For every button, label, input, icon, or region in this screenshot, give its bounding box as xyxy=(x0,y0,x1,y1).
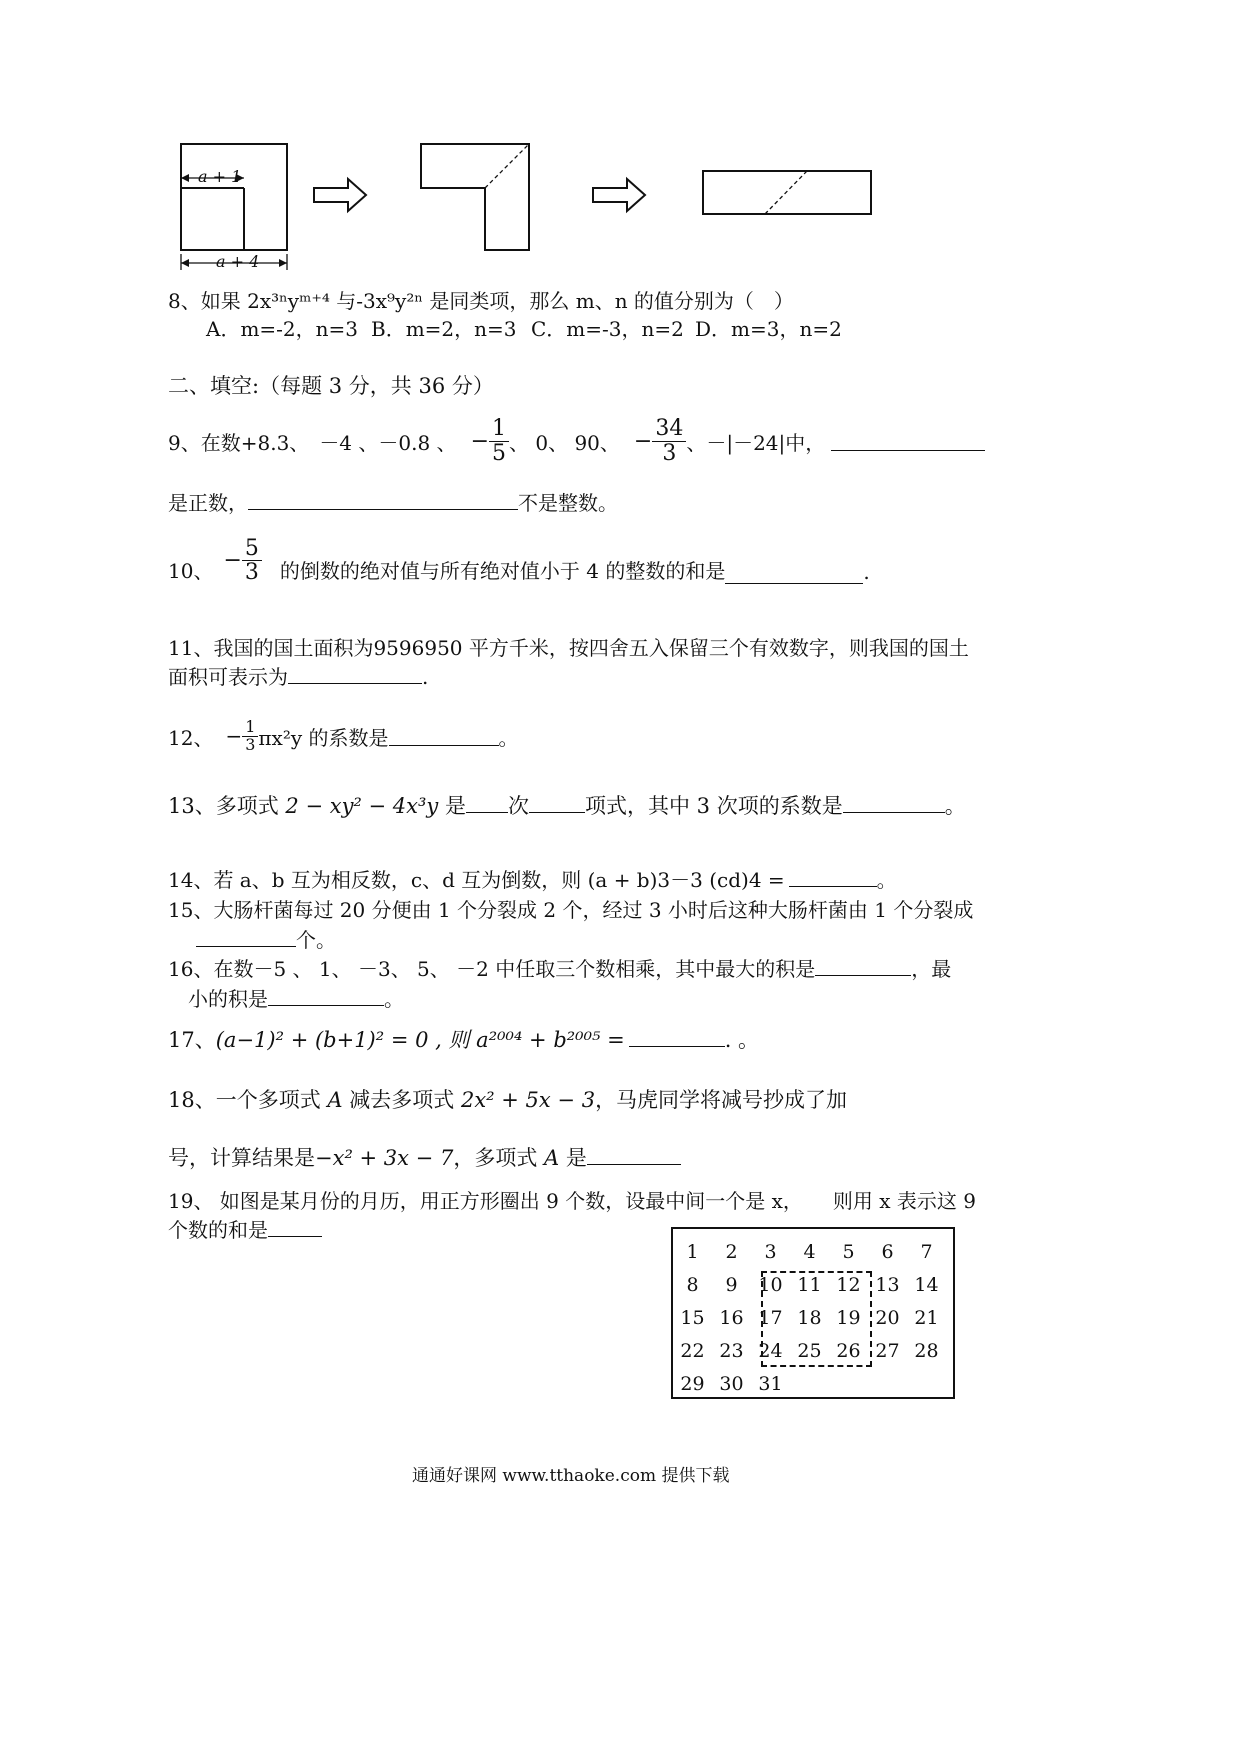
answer-blank[interactable] xyxy=(268,987,384,1006)
q9-list: －4 、－0.8 、 xyxy=(319,430,457,455)
polynomial: 2 − xy² − 4x³y xyxy=(285,794,439,818)
calendar-cell: 3 xyxy=(764,1240,777,1263)
option-c: C．m=-3，n=2 xyxy=(531,317,684,341)
calendar-row xyxy=(673,1235,946,1268)
answer-blank[interactable] xyxy=(789,868,877,887)
question-19-line2: 个数的和是 xyxy=(168,1214,322,1243)
arrow-icon xyxy=(314,179,366,211)
question-text: 的倒数的绝对值与所有绝对值小于 4 的整数的和是 xyxy=(279,559,726,583)
calendar-cell xyxy=(829,1367,868,1400)
question-10: 10、 − $\frac{5}{3}$ 的倒数的绝对值与所有绝对值小于 4 的整数的和是 . xyxy=(168,535,870,585)
question-number: 10、 xyxy=(168,559,214,583)
calendar-cell: 17 xyxy=(758,1306,783,1329)
calendar-cell: 8 xyxy=(686,1273,699,1296)
question-15-line2: 个。 xyxy=(196,924,336,953)
option-d: D．m=3，n=2 xyxy=(695,317,842,341)
l-shape xyxy=(421,144,529,250)
equation: (a−1)² + (b+1)² = 0 , 则 a²⁰⁰⁴ + b²⁰⁰⁵ = xyxy=(215,1028,625,1052)
footer: 通通好课网 www.tthaoke.com 提供下载 xyxy=(412,1466,730,1486)
answer-blank[interactable] xyxy=(288,665,422,684)
question-9: 9、 在数+8.3、 －4 、－0.8 、 − $\frac{1}{5}$ 、 0、 90、 − $\frac{34}{3}$ 、－|－24|中， xyxy=(168,413,985,469)
calendar-cell: 28 xyxy=(914,1339,939,1362)
answer-blank[interactable] xyxy=(466,794,508,813)
calendar-cell: 25 xyxy=(797,1339,822,1362)
fraction: $\frac{1}{3}$ xyxy=(242,719,258,754)
polynomial: −x² + 3x − 7 xyxy=(315,1146,454,1170)
calendar-cell: 23 xyxy=(719,1339,744,1362)
question-15: 15、大肠杆菌每过 20 分便由 1 个分裂成 2 个，经过 3 小时后这种大肠杆菌由 1 个分裂成 xyxy=(168,898,974,922)
answer-blank[interactable] xyxy=(529,794,585,813)
question-11-line2: 面积可表示为 . xyxy=(168,665,429,689)
answer-blank[interactable] xyxy=(725,565,863,584)
calendar-cell: 6 xyxy=(881,1240,894,1263)
answer-blank[interactable] xyxy=(248,491,518,510)
calendar-cell: 14 xyxy=(914,1273,939,1296)
calendar-cell: 29 xyxy=(680,1372,705,1395)
calendar-cell: 30 xyxy=(719,1372,744,1395)
q9-intro: 在数+8.3、 xyxy=(200,430,310,455)
question-8 xyxy=(168,285,794,314)
question-stem: 如果 2x³ⁿyᵐ⁺⁴ 与-3x⁹y²ⁿ 是同类项，那么 m、n 的值分别为（ ） xyxy=(200,289,794,313)
calendar-cell: 4 xyxy=(803,1240,816,1263)
answer-blank[interactable] xyxy=(629,1028,725,1047)
question-18-line2: 号，计算结果是−x² + 3x − 7，多项式 A 是 xyxy=(168,1142,681,1172)
calendar-cell: 15 xyxy=(680,1306,705,1329)
calendar-cell: 20 xyxy=(875,1306,900,1329)
calendar-cell xyxy=(790,1367,829,1400)
answer-blank[interactable] xyxy=(815,957,911,976)
figure-width-label: a + 1 xyxy=(198,167,242,186)
q8-options xyxy=(206,313,842,342)
question-12: 12、 − $\frac{1}{3}$ πx²y 的系数是 。 xyxy=(168,716,519,754)
figure-bottom-label: a + 4 xyxy=(216,252,260,271)
answer-blank[interactable] xyxy=(831,432,985,451)
question-9-line2: 是正数， 不是整数。 xyxy=(168,491,618,515)
question-18: 18、一个多项式 A 减去多项式 2x² + 5x − 3，马虎同学将减号抄成了加 xyxy=(168,1088,848,1112)
option-a: A．m=-2，n=3 xyxy=(206,317,359,341)
calendar-cell: 26 xyxy=(836,1339,861,1362)
question-17: 17、(a−1)² + (b+1)² = 0 , 则 a²⁰⁰⁴ + b²⁰⁰⁵ = . 。 xyxy=(168,1028,760,1052)
calendar-box xyxy=(671,1227,955,1399)
calendar-cell: 27 xyxy=(875,1339,900,1362)
calendar-cell: 21 xyxy=(914,1306,939,1329)
calendar-cell xyxy=(907,1367,946,1400)
answer-blank[interactable] xyxy=(587,1146,681,1165)
calendar-cell: 1 xyxy=(686,1240,699,1263)
answer-blank[interactable] xyxy=(389,727,499,746)
question-19: 19、 如图是某月份的月历，用正方形圈出 9 个数，设最中间一个是 x， 则用 x 表示这 9 xyxy=(168,1189,976,1213)
answer-blank[interactable] xyxy=(268,1222,322,1237)
answer-blank[interactable] xyxy=(843,794,945,813)
question-14: 14、若 a、b 互为相反数，c、d 互为倒数，则 (a + b)3－3 (cd)4 = 。 xyxy=(168,868,897,892)
question-16-line2: 小的积是 。 xyxy=(188,987,404,1011)
question-13: 13、多项式 2 − xy² − 4x³y 是 次 项式，其中 3 次项的系数是 。 xyxy=(168,794,966,818)
fraction: $\frac{34}{3}$ xyxy=(652,417,686,464)
calendar-cell: 19 xyxy=(836,1306,861,1329)
arrow-icon xyxy=(593,179,645,211)
calendar-cell: 13 xyxy=(875,1273,900,1296)
question-number: 9、 xyxy=(168,430,201,455)
calendar-cell: 10 xyxy=(758,1273,783,1296)
q9-list: 、－|－24|中， xyxy=(686,430,826,455)
option-b: B．m=2，n=3 xyxy=(371,317,517,341)
calendar-cell: 12 xyxy=(836,1273,861,1296)
calendar-cell: 16 xyxy=(719,1306,744,1329)
question-11: 11、我国的国土面积为9596950 平方千米，按四舍五入保留三个有效数字，则我国的国土 xyxy=(168,636,969,660)
fraction: $\frac{5}{3}$ xyxy=(242,537,262,584)
long-rectangle xyxy=(703,171,871,214)
section-title: 二、填空:（每题 3 分，共 36 分） xyxy=(168,374,494,398)
calendar-cell: 18 xyxy=(797,1306,822,1329)
question-16: 16、在数－5 、 1、 －3、 5、 －2 中任取三个数相乘，其中最大的积是 ，最 xyxy=(168,957,952,981)
question-number: 8、 xyxy=(168,289,201,313)
calendar-cell: 24 xyxy=(758,1339,783,1362)
calendar-cell: 5 xyxy=(842,1240,855,1263)
calendar-row xyxy=(673,1367,946,1400)
outer-square xyxy=(181,144,287,250)
question-number: 12、 xyxy=(168,725,214,750)
folding-figure xyxy=(180,130,900,280)
fraction: $\frac{1}{5}$ xyxy=(489,417,509,464)
calendar-cell xyxy=(868,1367,907,1400)
calendar-cell: 9 xyxy=(725,1273,738,1296)
calendar-cell: 22 xyxy=(680,1339,705,1362)
selection-square xyxy=(761,1271,872,1367)
q9-list: 、 0、 90、 xyxy=(509,430,620,455)
answer-blank[interactable] xyxy=(196,928,296,947)
calendar-cell: 31 xyxy=(758,1372,783,1395)
calendar-cell: 7 xyxy=(920,1240,933,1263)
calendar-cell: 11 xyxy=(797,1273,822,1296)
polynomial: 2x² + 5x − 3 xyxy=(460,1088,596,1112)
calendar-cell: 2 xyxy=(725,1240,738,1263)
